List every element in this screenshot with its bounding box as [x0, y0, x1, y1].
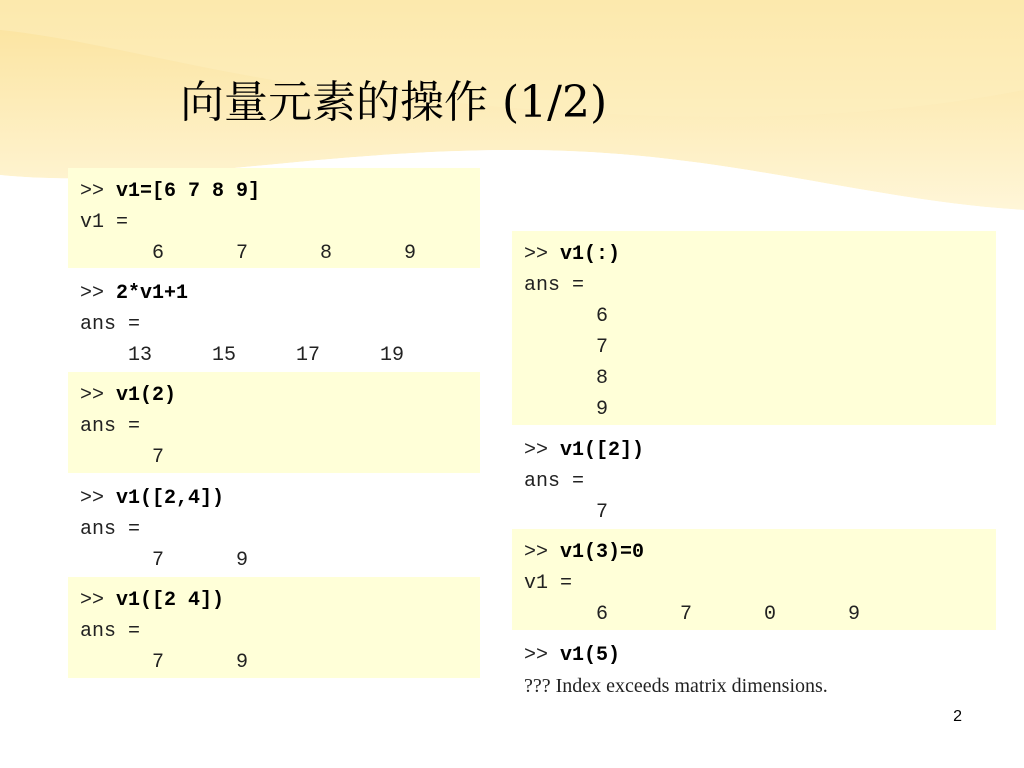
output-line: ans =	[80, 313, 141, 336]
command-text: v1([2 4])	[116, 589, 225, 612]
output-line: ans =	[80, 620, 141, 643]
output-line: 7 9	[80, 651, 249, 674]
prompt: >>	[524, 439, 549, 462]
command-text: v1=[6 7 8 9]	[116, 180, 261, 203]
output-line: 7	[80, 446, 165, 469]
code-block-right-1	[512, 231, 996, 425]
command-text: v1([2,4])	[116, 487, 225, 510]
output-line: ans =	[80, 415, 141, 438]
code-block-right-3	[512, 529, 996, 630]
output-line: ans =	[524, 470, 585, 493]
code-block-left-4	[68, 475, 480, 575]
command-text: v1(2)	[116, 384, 177, 407]
output-line: v1 =	[524, 572, 573, 595]
page-number: 2	[953, 708, 962, 725]
prompt: >>	[524, 243, 549, 266]
prompt: >>	[80, 487, 105, 510]
code-block-left-5	[68, 577, 480, 678]
code-block-left-2	[68, 270, 480, 370]
code-block-right-2	[512, 427, 996, 527]
output-line: ans =	[524, 274, 585, 297]
command-line	[524, 537, 984, 568]
command-line	[80, 585, 468, 616]
output-line: 6	[524, 305, 609, 328]
output-line: 7 9	[80, 549, 249, 572]
command-text: v1(:)	[560, 243, 621, 266]
output-line: 13 15 17 19	[80, 344, 405, 367]
prompt: >>	[80, 282, 105, 305]
output-line: ans =	[80, 518, 141, 541]
prompt: >>	[80, 180, 105, 203]
output-line: 6 7 0 9	[524, 603, 861, 626]
command-line	[524, 435, 984, 466]
prompt: >>	[80, 384, 105, 407]
output-line: 8	[524, 367, 609, 390]
prompt: >>	[80, 589, 105, 612]
output-line: v1 =	[80, 211, 129, 234]
output-line: 7	[524, 336, 609, 359]
code-block-left-3	[68, 372, 480, 473]
command-line	[80, 380, 468, 411]
output-line: 7	[524, 501, 609, 524]
code-block-left-1	[68, 168, 480, 268]
code-block-right-4	[512, 632, 996, 702]
command-text: v1(3)=0	[560, 541, 645, 564]
command-line	[524, 239, 984, 270]
output-line: 9	[524, 398, 609, 421]
command-text: v1(5)	[560, 644, 621, 667]
prompt: >>	[524, 541, 549, 564]
slide-title: 向量元素的操作 (1/2)	[180, 77, 608, 128]
error-message: ??? Index exceeds matrix dimensions.	[524, 675, 828, 697]
command-line	[80, 278, 468, 309]
command-text: 2*v1+1	[116, 282, 189, 305]
command-text: v1([2])	[560, 439, 645, 462]
command-line	[80, 483, 468, 514]
command-line	[524, 640, 984, 671]
prompt: >>	[524, 644, 549, 667]
command-line	[80, 176, 468, 207]
output-line: 6 7 8 9	[80, 242, 417, 265]
